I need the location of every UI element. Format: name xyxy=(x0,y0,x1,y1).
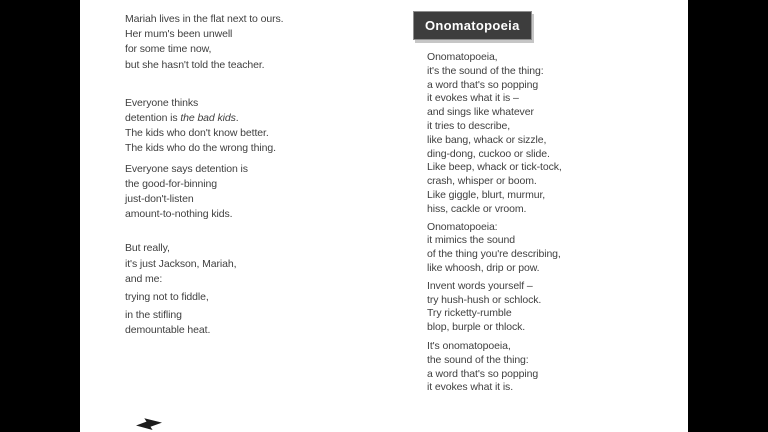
poem-line: The kids who do the wrong thing. xyxy=(125,142,276,155)
poem-line: blop, burple or thlock. xyxy=(427,321,526,334)
stanza xyxy=(427,51,667,217)
poem-line: for some time now, xyxy=(125,43,212,56)
stanza xyxy=(125,12,415,73)
poem-line: Invent words yourself – xyxy=(427,279,533,292)
lightning-bolt-icon xyxy=(136,417,162,431)
poem-line: like bang, whack or sizzle, xyxy=(427,133,547,146)
stanza xyxy=(125,308,415,338)
poem-line: amount-to-nothing kids. xyxy=(125,208,233,221)
poem-line-italic-text: the bad kids xyxy=(180,112,236,125)
poem-line: it's just Jackson, Mariah, xyxy=(125,257,237,270)
poem-line: Like beep, whack or tick-tock, xyxy=(427,161,562,174)
poem-line: but she hasn't told the teacher. xyxy=(125,58,265,71)
stanza xyxy=(125,162,415,223)
left-page xyxy=(125,12,415,339)
poem-line: try hush-hush or schlock. xyxy=(427,293,542,306)
poem-line: Everyone says detention is xyxy=(125,162,248,175)
poem-line: the sound of the thing: xyxy=(427,353,529,366)
poem-line: Mariah lives in the flat next to ours. xyxy=(125,13,284,25)
poem-line: it evokes what it is. xyxy=(427,381,514,394)
right-page xyxy=(427,51,667,395)
poem-line: of the thing you're describing, xyxy=(427,248,561,261)
poem-line: ding-dong, cuckoo or slide. xyxy=(427,147,550,160)
poem-line: Try ricketty-rumble xyxy=(427,307,512,320)
poem-line: just-don't-listen xyxy=(125,193,194,206)
poem-line-text: detention is xyxy=(125,112,181,125)
poem-title-box xyxy=(413,11,532,40)
poem-line: trying not to fiddle, xyxy=(125,291,209,304)
stanza xyxy=(427,280,667,335)
poem-line: The kids who don't know better. xyxy=(125,127,269,140)
poem-line xyxy=(125,111,415,126)
stanza xyxy=(125,241,415,287)
poem-line: a word that's so popping xyxy=(427,367,539,380)
poem-line: It's onomatopoeia, xyxy=(427,339,511,352)
poem-line: demountable heat. xyxy=(125,324,211,337)
poem-line: hiss, cackle or vroom. xyxy=(427,202,527,215)
poem-line: and me: xyxy=(125,272,163,285)
poem-line: Onomatopoeia, xyxy=(427,51,498,63)
poem-line: the good-for-binning xyxy=(125,177,217,190)
poem-line: it mimics the sound xyxy=(427,234,515,247)
poem-line: in the stifling xyxy=(125,309,182,322)
poem-line: Like giggle, blurt, murmur, xyxy=(427,188,546,201)
poem-line: Onomatopoeia: xyxy=(427,220,498,233)
book-spread xyxy=(80,0,688,432)
stanza xyxy=(427,340,667,395)
poem-line: it tries to describe, xyxy=(427,119,511,132)
poem-line: Everyone thinks xyxy=(125,96,199,109)
poem-line: and sings like whatever xyxy=(427,106,534,119)
poem-line: like whoosh, drip or pow. xyxy=(427,261,540,274)
poem-line: But really, xyxy=(125,242,170,255)
stanza xyxy=(125,96,415,157)
stanza xyxy=(427,221,667,276)
stanza xyxy=(125,290,415,305)
poem-line: crash, whisper or boom. xyxy=(427,175,537,188)
poem-title: Onomatopoeia xyxy=(425,18,520,33)
poem-line: Her mum's been unwell xyxy=(125,28,233,41)
poem-line: it evokes what it is – xyxy=(427,92,519,105)
poem-line: it's the sound of the thing: xyxy=(427,64,544,77)
poem-line-text: . xyxy=(235,112,239,125)
poem-line: a word that's so popping xyxy=(427,78,539,91)
